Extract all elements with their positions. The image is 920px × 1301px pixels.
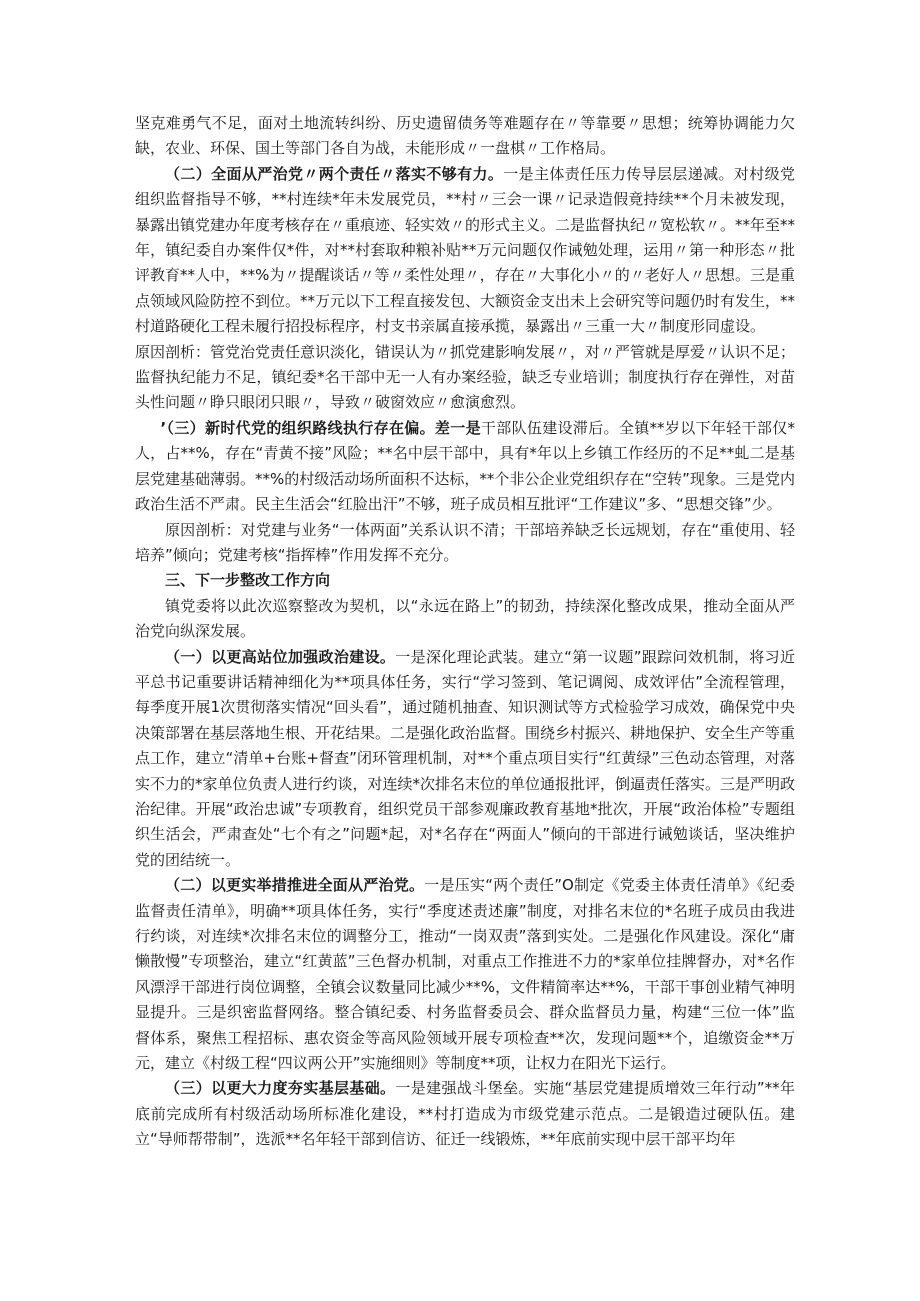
section-two-heading: （二）全面从严治党〃两个责任〃落实不够有力。 bbox=[165, 164, 504, 183]
chapter-three-intro: 镇党委将以此次巡察整改为契机，以“永远在路上”的韧劲，持续深化整改成果，推动全面从严治党向纵深发展。 bbox=[135, 596, 795, 641]
action-two-paragraph bbox=[135, 873, 795, 1076]
action-one-body: 一是深化理论武装。建立“第一议题”跟踪问效机制，将习近平总书记重要讲话精神细化为**项具体任务，实行“学习签到、笔记调阅、成效评估”全流程管理，每季度开展1次贯彻落实情况“回头看”，通过随机抽查、知识测试等方式检验学习成效，确保党中央决策部署在基层落地生根、开花结果。二是强化政治监督。围绕乡村振兴、耕地保护、安全生产等重点工作，建立“清单+台账+督查”闭环管理机制，对**个重点项目实行“红黄绿”三色动态管理，对落实不力的*家单位负责人进行约谈，对连续*次排名末位的单位通报批评，倒逼责任落实。三是严明政治纪律。开展“政治忠诚”专项教育，组织党员干部参观廉政教育基地*批次，开展“政治体检”专题组织生活会，严肃查处“七个有之”问题*起，对*名存在“两面人”倾向的干部进行诫勉谈话，坚决维护党的团结统一。 bbox=[135, 647, 796, 869]
action-three-paragraph bbox=[135, 1076, 795, 1152]
action-two-heading: （二）以更实举措推进全面从严治党。 bbox=[165, 876, 425, 895]
section-three-heading: ’（三）新时代党的组织路线执行存在偏。差一是 bbox=[160, 418, 481, 437]
section-two-cause: 原因剖析：管党治党责任意识淡化，错误认为〃抓党建影响发展〃，对〃严管就是厚爱〃认识不足；监督执纪能力不足，镇纪委*名干部中无一人有办案经验，缺乏专业培训；制度执行存在弹性，对苗头性问题〃睁只眼闭只眼〃，导致〃破窗效应〃愈演愈烈。 bbox=[135, 342, 796, 412]
action-three-heading: （三）以更大力度夯实基层基础。 bbox=[165, 1079, 396, 1098]
document-page bbox=[135, 111, 795, 1153]
section-two-body: 一是主体责任压力传导层层递减。对村级党组织监督指导不够，**村连续*年未发展党员，**村〃三会一课〃记录造假竟持续**个月未被发现，暴露出镇党建办年度考核存在〃重痕迹、轻实效〃的形式主义。二是监督执纪〃宽松软〃。**年至**年，镇纪委自办案件仅*件，对**村套取种粮补贴**万元问题仅作诫勉处理，运用〃第一种形态〃批评教育**人中，**%为〃提醒谈话〃等〃柔性处理〃，存在〃大事化小〃的〃老好人〃思想。三是重点领域风险防控不到位。**万元以下工程直接发包、大额资金支出未上会研究等问题仍时有发生，**村道路硬化工程未履行招投标程序，村支书亲属直接承揽，暴露出〃三重一大〃制度形同虚设。 bbox=[135, 164, 796, 336]
section-three-cause: 原因剖析：对党建与业务“一体两面”关系认识不清；干部培养缺乏长远规划，存在“重使用、轻培养”倾向；党建考核“指挥棒”作用发挥不充分。 bbox=[135, 520, 795, 564]
action-one-heading: （一）以更高站位加强政治建设。 bbox=[165, 647, 396, 666]
paragraph-continued: 坚克难勇气不足，面对土地流转纠纷、历史遗留债务等难题存在〃等靠要〃思想；统筹协调能力欠缺，农业、环保、国土等部门各自为战，未能形成〃一盘棋〃工作格局。 bbox=[135, 114, 795, 158]
section-three-paragraph bbox=[135, 416, 795, 518]
action-two-body: 一是压实“两个责任”O制定《党委主体责任清单》《纪委监督责任清单》，明确**项具体任务，实行“季度述责述廉”制度，对排名末位的*名班子成员由我进行约谈，对连续*次排名末位的调整分工，推动“一岗双责”落到实处。二是强化作风建设。深化“庸懒散慢”专项整治，建立“红黄蓝”三色督办机制，对重点工作推进不力的*家单位挂牌督办，对*名作风漂浮干部进行岗位调整，全镇会议数量同比减少**%，文件精简率达**%，干部干事创业精气神明显提升。三是织密监督网络。整合镇纪委、村务监督委员会、群众监督员力量，构建“三位一体”监督体系，聚焦工程招标、惠农资金等高风险领域开展专项检查**次，发现问题**个，追缴资金**万元，建立《村级工程“四议两公开”实施细则》等制度**项，让权力在阳光下运行。 bbox=[135, 876, 795, 1073]
action-one-paragraph bbox=[135, 645, 795, 874]
action-three-body: 一是建强战斗堡垒。实施“基层党建提质增效三年行动”**年底前完成所有村级活动场所标准化建设，**村打造成为市级党建示范点。二是锻造过硬队伍。建立“导师帮带制”，选派**名年轻干部到信访、征迁一线锻炼，**年底前实现中层干部平均年 bbox=[135, 1079, 795, 1149]
section-three-body: 干部队伍建设滞后。全镇**岁以下年轻干部仅*人，占**%，存在“青黄不接”风险；**名中层干部中，具有*年以上乡镇工作经历的不足**虬二是基层党建基础薄弱。**%的村级活动场所面积不达标，**个非公企业党组织存在“空转”现象。三是党内政治生活不严肃。民主生活会“红脸出汗”不够，班子成员相互批评“工作建议”多、“思想交锋”少。 bbox=[135, 418, 795, 514]
chapter-three-heading: 三、下一步整改工作方向 bbox=[165, 571, 331, 590]
section-two-paragraph bbox=[135, 162, 795, 340]
